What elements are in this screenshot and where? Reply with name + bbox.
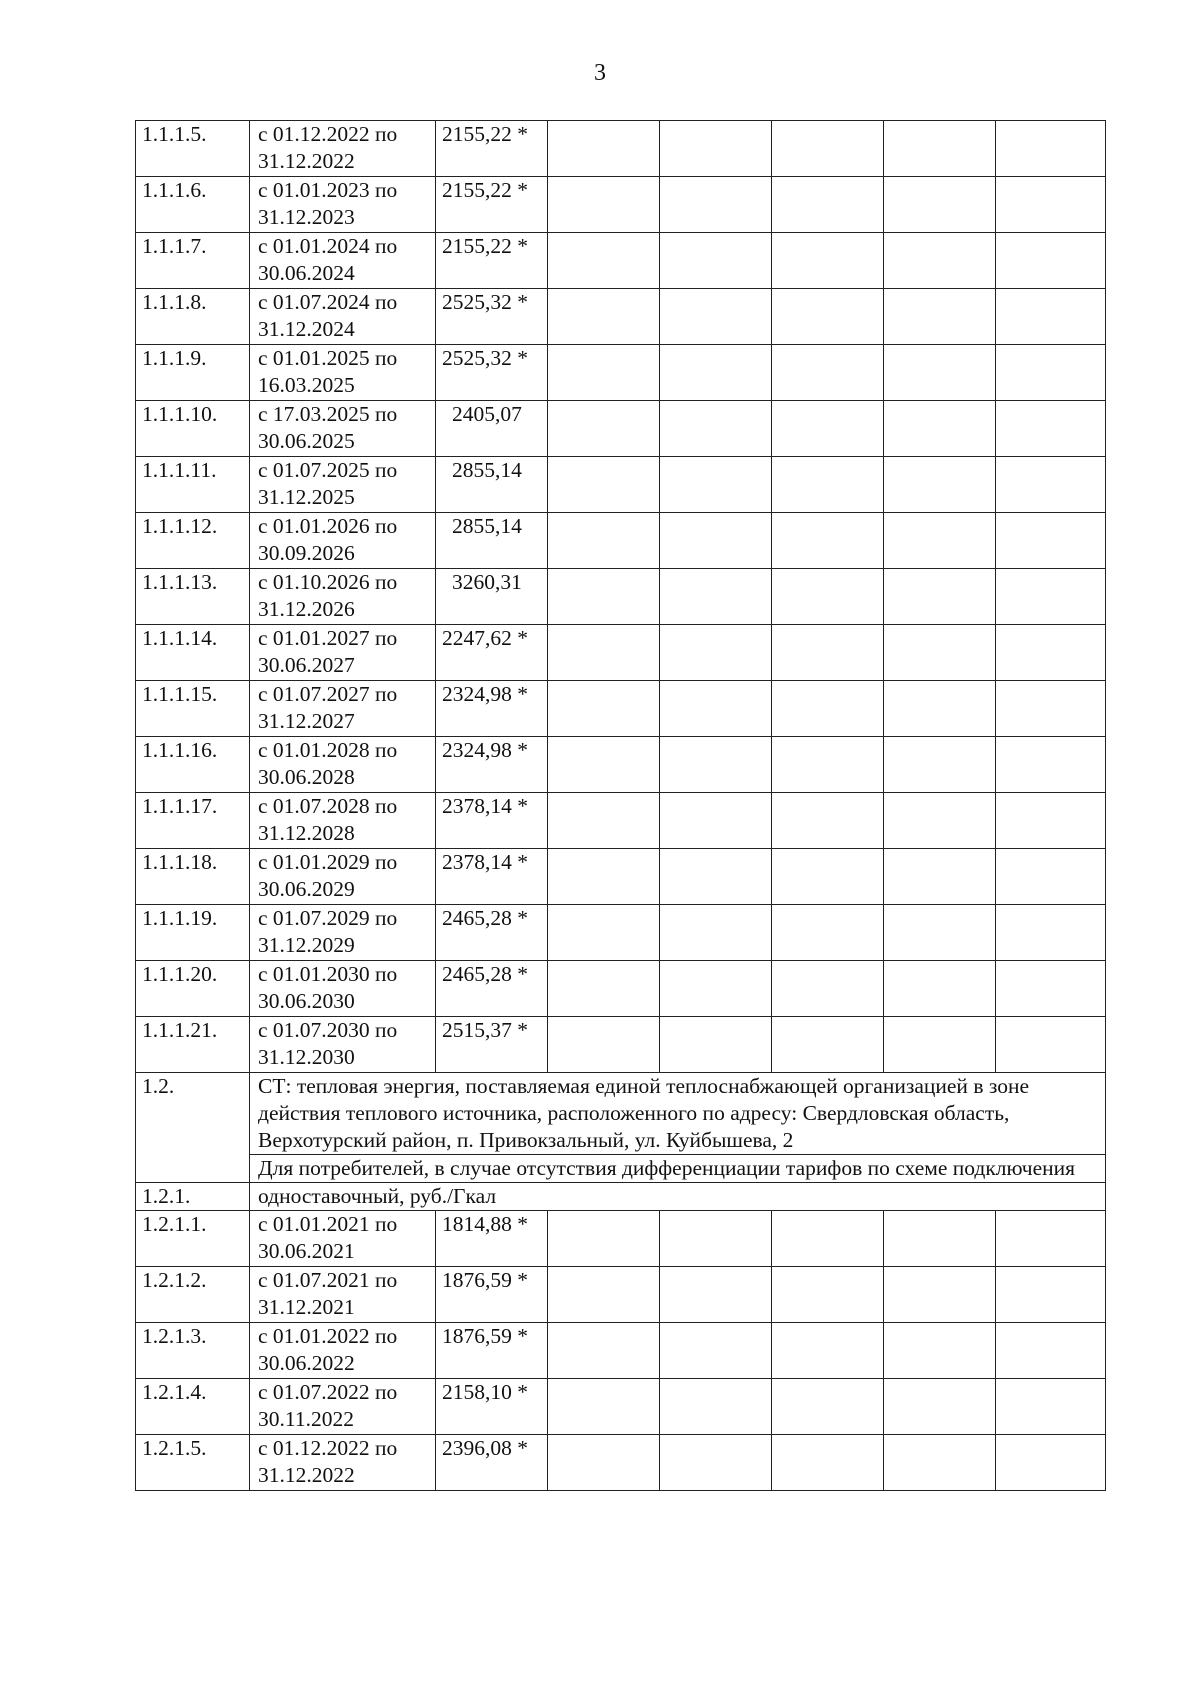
- section-1-2: [136, 1073, 1106, 1211]
- table-row: [136, 289, 1106, 345]
- empty-cell: [996, 345, 1106, 401]
- empty-cell: [660, 289, 772, 345]
- tariff-rows-section-1-1-1: [136, 121, 1106, 1073]
- empty-cell: [772, 1379, 884, 1435]
- empty-cell: [660, 513, 772, 569]
- empty-cell: [660, 1211, 772, 1267]
- row-period: с 01.01.2028 по 30.06.2028: [250, 737, 436, 793]
- row-number: 1.1.1.14.: [136, 625, 250, 681]
- empty-cell: [660, 1267, 772, 1323]
- empty-cell: [548, 1267, 660, 1323]
- row-tariff-value: 2465,28 *: [436, 961, 548, 1017]
- row-period: с 01.12.2022 по 31.12.2022: [250, 121, 436, 177]
- empty-cell: [548, 457, 660, 513]
- table-row: [136, 177, 1106, 233]
- row-tariff-value: 2155,22 *: [436, 121, 548, 177]
- row-tariff-value: 3260,31: [436, 569, 548, 625]
- empty-cell: [548, 289, 660, 345]
- row-tariff-value: 2155,22 *: [436, 233, 548, 289]
- empty-cell: [884, 1211, 996, 1267]
- empty-cell: [884, 737, 996, 793]
- empty-cell: [548, 1379, 660, 1435]
- row-period: с 01.01.2023 по 31.12.2023: [250, 177, 436, 233]
- empty-cell: [660, 1017, 772, 1073]
- empty-cell: [548, 121, 660, 177]
- empty-cell: [660, 233, 772, 289]
- row-number: 1.1.1.10.: [136, 401, 250, 457]
- empty-cell: [548, 1017, 660, 1073]
- empty-cell: [660, 401, 772, 457]
- row-number: 1.2.1.1.: [136, 1211, 250, 1267]
- table-row: [136, 1267, 1106, 1323]
- row-number: 1.1.1.21.: [136, 1017, 250, 1073]
- empty-cell: [772, 233, 884, 289]
- empty-cell: [996, 1379, 1106, 1435]
- empty-cell: [772, 737, 884, 793]
- empty-cell: [660, 737, 772, 793]
- empty-cell: [884, 681, 996, 737]
- table-row: [136, 1379, 1106, 1435]
- section-number: 1.2.: [136, 1073, 250, 1183]
- row-number: 1.1.1.13.: [136, 569, 250, 625]
- row-period: с 01.10.2026 по 31.12.2026: [250, 569, 436, 625]
- row-tariff-value: 2378,14 *: [436, 849, 548, 905]
- row-tariff-value: 2155,22 *: [436, 177, 548, 233]
- empty-cell: [884, 233, 996, 289]
- empty-cell: [996, 1323, 1106, 1379]
- row-period: с 01.07.2027 по 31.12.2027: [250, 681, 436, 737]
- empty-cell: [660, 961, 772, 1017]
- row-tariff-value: 1876,59 *: [436, 1267, 548, 1323]
- empty-cell: [884, 793, 996, 849]
- row-number: 1.2.1.4.: [136, 1379, 250, 1435]
- row-period: с 01.07.2022 по 30.11.2022: [250, 1379, 436, 1435]
- row-period: с 01.01.2024 по 30.06.2024: [250, 233, 436, 289]
- empty-cell: [996, 681, 1106, 737]
- table-row: [136, 625, 1106, 681]
- empty-cell: [996, 121, 1106, 177]
- table-row: [136, 849, 1106, 905]
- empty-cell: [772, 681, 884, 737]
- row-period: с 01.01.2021 по 30.06.2021: [250, 1211, 436, 1267]
- empty-cell: [884, 1017, 996, 1073]
- empty-cell: [996, 233, 1106, 289]
- empty-cell: [996, 513, 1106, 569]
- empty-cell: [548, 961, 660, 1017]
- empty-cell: [660, 345, 772, 401]
- empty-cell: [996, 177, 1106, 233]
- table-row: [136, 345, 1106, 401]
- empty-cell: [548, 905, 660, 961]
- row-number: 1.1.1.15.: [136, 681, 250, 737]
- row-number: 1.2.1.3.: [136, 1323, 250, 1379]
- empty-cell: [772, 1211, 884, 1267]
- table-row: [136, 793, 1106, 849]
- subsection-number: 1.2.1.: [136, 1183, 250, 1211]
- table-row: [136, 681, 1106, 737]
- empty-cell: [996, 625, 1106, 681]
- row-tariff-value: 2525,32 *: [436, 289, 548, 345]
- row-tariff-value: 1814,88 *: [436, 1211, 548, 1267]
- row-period: с 01.01.2025 по 16.03.2025: [250, 345, 436, 401]
- row-tariff-value: 2378,14 *: [436, 793, 548, 849]
- row-tariff-value: 2515,37 *: [436, 1017, 548, 1073]
- table-row: [136, 737, 1106, 793]
- table-row: [136, 1323, 1106, 1379]
- empty-cell: [548, 177, 660, 233]
- row-tariff-value: 2855,14: [436, 457, 548, 513]
- consumers-row: [136, 1155, 1106, 1183]
- empty-cell: [884, 905, 996, 961]
- row-number: 1.1.1.11.: [136, 457, 250, 513]
- row-period: с 01.01.2030 по 30.06.2030: [250, 961, 436, 1017]
- empty-cell: [772, 457, 884, 513]
- subsection-label: одноставочный, руб./Гкал: [250, 1183, 1106, 1211]
- row-tariff-value: 2855,14: [436, 513, 548, 569]
- empty-cell: [772, 289, 884, 345]
- empty-cell: [996, 569, 1106, 625]
- table-row: [136, 457, 1106, 513]
- empty-cell: [548, 681, 660, 737]
- empty-cell: [772, 513, 884, 569]
- empty-cell: [772, 569, 884, 625]
- empty-cell: [884, 1323, 996, 1379]
- table-row: [136, 569, 1106, 625]
- empty-cell: [884, 289, 996, 345]
- row-tariff-value: 1876,59 *: [436, 1323, 548, 1379]
- row-tariff-value: 2247,62 *: [436, 625, 548, 681]
- empty-cell: [884, 121, 996, 177]
- empty-cell: [548, 345, 660, 401]
- table-row: [136, 1435, 1106, 1491]
- empty-cell: [772, 1017, 884, 1073]
- empty-cell: [884, 401, 996, 457]
- row-period: с 01.01.2026 по 30.09.2026: [250, 513, 436, 569]
- empty-cell: [660, 625, 772, 681]
- row-tariff-value: 2324,98 *: [436, 681, 548, 737]
- empty-cell: [772, 345, 884, 401]
- tariff-table: [135, 120, 1106, 1491]
- page-number: 3: [594, 60, 606, 86]
- empty-cell: [884, 1435, 996, 1491]
- empty-cell: [660, 177, 772, 233]
- empty-cell: [772, 177, 884, 233]
- empty-cell: [884, 513, 996, 569]
- table-row: [136, 961, 1106, 1017]
- empty-cell: [660, 793, 772, 849]
- empty-cell: [548, 849, 660, 905]
- empty-cell: [660, 569, 772, 625]
- empty-cell: [996, 1211, 1106, 1267]
- empty-cell: [884, 345, 996, 401]
- row-tariff-value: 2158,10 *: [436, 1379, 548, 1435]
- row-number: 1.2.1.5.: [136, 1435, 250, 1491]
- empty-cell: [660, 121, 772, 177]
- empty-cell: [548, 1211, 660, 1267]
- table-row: [136, 1211, 1106, 1267]
- row-number: 1.1.1.9.: [136, 345, 250, 401]
- row-period: с 01.07.2030 по 31.12.2030: [250, 1017, 436, 1073]
- table-row: [136, 401, 1106, 457]
- empty-cell: [884, 849, 996, 905]
- empty-cell: [660, 681, 772, 737]
- table-row: [136, 905, 1106, 961]
- empty-cell: [996, 849, 1106, 905]
- table-row: [136, 1017, 1106, 1073]
- row-period: с 01.07.2021 по 31.12.2021: [250, 1267, 436, 1323]
- row-period: с 01.01.2022 по 30.06.2022: [250, 1323, 436, 1379]
- row-number: 1.2.1.2.: [136, 1267, 250, 1323]
- row-number: 1.1.1.8.: [136, 289, 250, 345]
- empty-cell: [772, 625, 884, 681]
- row-period: с 01.01.2027 по 30.06.2027: [250, 625, 436, 681]
- empty-cell: [884, 569, 996, 625]
- row-period: с 01.01.2029 по 30.06.2029: [250, 849, 436, 905]
- empty-cell: [996, 289, 1106, 345]
- empty-cell: [660, 849, 772, 905]
- row-tariff-value: 2465,28 *: [436, 905, 548, 961]
- empty-cell: [996, 737, 1106, 793]
- row-period: с 01.12.2022 по 31.12.2022: [250, 1435, 436, 1491]
- row-period: с 01.07.2028 по 31.12.2028: [250, 793, 436, 849]
- row-period: с 01.07.2024 по 31.12.2024: [250, 289, 436, 345]
- empty-cell: [772, 1267, 884, 1323]
- empty-cell: [884, 625, 996, 681]
- empty-cell: [772, 401, 884, 457]
- empty-cell: [548, 793, 660, 849]
- empty-cell: [660, 905, 772, 961]
- row-tariff-value: 2396,08 *: [436, 1435, 548, 1491]
- empty-cell: [772, 849, 884, 905]
- section-row: [136, 1073, 1106, 1155]
- row-number: 1.1.1.6.: [136, 177, 250, 233]
- table-row: [136, 233, 1106, 289]
- empty-cell: [996, 401, 1106, 457]
- row-number: 1.1.1.17.: [136, 793, 250, 849]
- subsection-row: [136, 1183, 1106, 1211]
- row-number: 1.1.1.7.: [136, 233, 250, 289]
- table-row: [136, 121, 1106, 177]
- empty-cell: [548, 569, 660, 625]
- empty-cell: [772, 121, 884, 177]
- empty-cell: [660, 1323, 772, 1379]
- tariff-rows-section-1-2-1: [136, 1211, 1106, 1491]
- empty-cell: [772, 1323, 884, 1379]
- empty-cell: [884, 177, 996, 233]
- consumers-description: Для потребителей, в случае отсутствия дифференциации тарифов по схеме подключения: [250, 1155, 1106, 1183]
- empty-cell: [996, 1017, 1106, 1073]
- empty-cell: [772, 905, 884, 961]
- row-tariff-value: 2405,07: [436, 401, 548, 457]
- empty-cell: [548, 1435, 660, 1491]
- empty-cell: [884, 457, 996, 513]
- empty-cell: [884, 1379, 996, 1435]
- section-description: СТ: тепловая энергия, поставляемая единой теплоснабжающей организацией в зоне действия теплового источника, расположенного по адресу: Свердловская область, Верхотурский район, п. Привокзальный, ул. Куйбышева, 2: [250, 1073, 1106, 1155]
- empty-cell: [548, 401, 660, 457]
- row-number: 1.1.1.19.: [136, 905, 250, 961]
- empty-cell: [548, 233, 660, 289]
- empty-cell: [660, 1435, 772, 1491]
- row-period: с 17.03.2025 по 30.06.2025: [250, 401, 436, 457]
- empty-cell: [772, 961, 884, 1017]
- empty-cell: [548, 1323, 660, 1379]
- empty-cell: [772, 793, 884, 849]
- empty-cell: [884, 961, 996, 1017]
- row-number: 1.1.1.12.: [136, 513, 250, 569]
- row-number: 1.1.1.5.: [136, 121, 250, 177]
- empty-cell: [996, 1435, 1106, 1491]
- row-number: 1.1.1.20.: [136, 961, 250, 1017]
- empty-cell: [996, 793, 1106, 849]
- row-tariff-value: 2525,32 *: [436, 345, 548, 401]
- row-number: 1.1.1.18.: [136, 849, 250, 905]
- table-row: [136, 513, 1106, 569]
- empty-cell: [996, 457, 1106, 513]
- empty-cell: [996, 961, 1106, 1017]
- empty-cell: [660, 457, 772, 513]
- empty-cell: [548, 737, 660, 793]
- empty-cell: [548, 513, 660, 569]
- row-period: с 01.07.2025 по 31.12.2025: [250, 457, 436, 513]
- empty-cell: [772, 1435, 884, 1491]
- empty-cell: [884, 1267, 996, 1323]
- empty-cell: [548, 625, 660, 681]
- empty-cell: [660, 1379, 772, 1435]
- empty-cell: [996, 905, 1106, 961]
- row-tariff-value: 2324,98 *: [436, 737, 548, 793]
- row-number: 1.1.1.16.: [136, 737, 250, 793]
- empty-cell: [996, 1267, 1106, 1323]
- row-period: с 01.07.2029 по 31.12.2029: [250, 905, 436, 961]
